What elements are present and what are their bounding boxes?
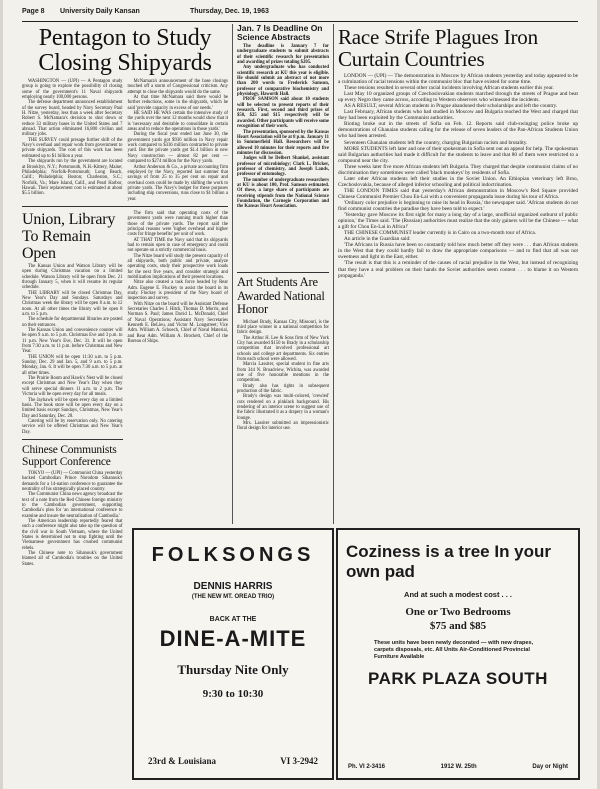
article-paragraph: With Nitze on the board will be Assistant Defense Secretaries Charles J. Hitch, Thomas D. Morris, and Norman S. Paul; James David L. McDonald, Chief of Naval Operations; Assistant Navy Secretaries Kenneth E. BeLieu, and Victor M. Longstreet; Vice Adm. William A. Schoech, Chief of Naval Material, and Rear Adm. William A. Brockett, Chief of the Bureau of Ships. — [127, 301, 228, 345]
race-body — [338, 73, 578, 279]
ad-venue: DINE-A-MITE — [159, 626, 307, 651]
article-paragraph: THE CHINESE COMMUNIST leader currently is in Cairo on a two-month tour of Africa. — [344, 230, 537, 237]
article-paragraph: THE LONDON TIMES said that yesterday's African demonstration in Moscow's Red Square provided Chinese Communist Premier Chou En-Lai with a convenient propaganda issue during his tour of Africa. — [338, 187, 578, 200]
art-headline: Art Students Are Awarded National Honor — [237, 276, 325, 316]
art-article — [237, 276, 329, 522]
article-paragraph: The Kansas Union and convenience counter will be open 9 a.m. to 5 p.m. Christmas Eve and 3 p.m. to 11 p.m. New Year's Eve, Dec. 31. It will be open from 7:30 a.m. to 11 p.m. before Christmas and New Year. — [22, 328, 123, 355]
article-paragraph: 'The Africans in Russia have been so constantly told how much better off they were . . . than African students in the West that they could hardly fail to draw the appropriate comparisons — and to find that all was not sweetness and light in the East, either. — [338, 242, 578, 261]
article-paragraph: The deadline is January 7 for undergraduate students to submit abstracts of their scientific research for presentation and awarding of prizes totaling $205. — [237, 44, 329, 66]
article-paragraph: The Chinese note to Sihanouk's government blamed all of Cambodia's troubles on the United States. — [22, 551, 123, 567]
article-paragraph: 'The result is that this is a reminder of the causes of racial prejudice in the West, but instead of recognizing that they have a real problem on their hands the Soviet authorities seem content . . . to blame it on Western propaganda.' — [338, 260, 578, 279]
article-paragraph: The defense department announced establishment of the survey board, headed by Navy Secretary Paul H. Nitze, yesterday, less than a week after Secretary Robert S. McNamara's decision to shut down or reduce 33 military bases in the United States and 7 abroad. That action eliminated 16,800 civilian and military jobs. — [22, 100, 123, 138]
article-paragraph: THE LIBRARY will be closed Christmas Day, New Year's Day and Sundays. Saturdays and Christmas week the library will be open 8 a.m. to 12 noon. At all other times the library will be open 8 a.m. to 5 p.m. — [22, 290, 123, 317]
article-paragraph: Marcia Lassiter, special student in fine arts from 344 N. Broadview, Wichita, was awarded one of five honorable mentions in the competition. — [237, 362, 329, 384]
article-paragraph: The number of undergraduate researchers at KU is about 100, Prof. Samson estimated. Of these, a large share of participants are receiving stipends from the National Science Foundation, the Carnegie Corporation and the Kansas Heart Association. — [237, 177, 329, 210]
article-paragraph: Arthur Anderson & Co., a private accounting firm employed by the Navy, reported last summer that savings of from 25 to 35 per cent on repair and overhaul costs could be made by shifting the work to private yards. The Navy's budget for these purposes including ship conversions, runs close to $1 billion a year. — [127, 164, 228, 202]
article-paragraph: Judges will be Delbert Shankel, assistant professor of microbiology; Clark L. Bricker, professor of chemistry, and Joseph Lands, professor of entomology. — [237, 156, 329, 178]
article-paragraph: During the fiscal year ended last June 30, the government yards got $936 million in Navy repair work compared to $336 million contracted to private yard. But the private yards got $1.4 billion in new Navy construction — almost 82 per cent — compared to $274 million for the Navy yards. — [127, 132, 228, 165]
ad-group: (THE NEW MT. OREAD TRIO) — [191, 594, 275, 600]
ad-night: Thursday Nite Only — [177, 662, 289, 677]
article-paragraph: Seventeen Ghanaian students left the country, charging Bulgarian racism and brutality. — [344, 139, 528, 146]
folksongs-ad — [132, 528, 334, 780]
article-paragraph: An article in the Guardian said: — [344, 236, 411, 243]
article-paragraph: These tensions resulted in several other racial incidents involving African students earlier this year. — [344, 85, 554, 92]
article-paragraph: WASHINGTON — (UPI) — A Pentagon study group is going to explore the possibility of closing some of the government's 11 Naval shipyards employing nearly 100,000 persons. — [22, 79, 123, 101]
pentagon-body-col2 — [128, 79, 229, 202]
deadline-body — [237, 44, 329, 210]
article-paragraph: McNamara's announcement of the base closings touched off a storm of Congressional criticism. Any attempt to close the shipyards would do the same. — [127, 79, 228, 95]
ad-time: 9:30 to 10:30 — [202, 688, 264, 700]
article-paragraph: The Nitze board will study the present capacity of all shipyards, both public and private, analyze operating costs, study their prospective work loads for the next five years, and consider strategic and mobilization implications of their present locations. — [127, 253, 228, 281]
art-body — [237, 320, 329, 432]
ad-title: FOLKSONGS — [151, 544, 315, 566]
article-paragraph: Later other African students left their studies in the Soviet Union. An Ethiopian veterinary left Brno, Czechoslovakia, because of alleged inferior schooling and political indoctrination. — [338, 175, 578, 188]
deadline-article — [237, 24, 329, 270]
article-paragraph: At that time McNamara said there would be further reductions, some in the shipyards, which he said 'provide capacity in excess of our needs.' — [127, 95, 228, 111]
column-divider — [333, 24, 334, 524]
article-paragraph: AS A RESULT, several African students in Prague abandoned their scholarships and left the country. — [344, 103, 558, 110]
article-paragraph: Any undergraduate who has conducted scientific research at KU this year is eligible. He should submit an abstract of not more than 200 words to Frederick Samson, professor of comparative biochemistry and physiology, Haworth Hall. — [237, 65, 329, 98]
scan-edge-left — [0, 0, 3, 789]
article-paragraph: The Jayhawk will be open every day on a limited basis. The book store will be open every day on a limited basis except Sundays, Christmas, New Year's Day and Saturday, Dec. 28. — [22, 397, 123, 419]
pentagon-body-continued — [128, 211, 229, 567]
chinese-article — [22, 444, 123, 567]
section-rule — [237, 272, 329, 273]
article-paragraph: The Kansas Union and Watson Library will be open during Christmas vacation on a limited schedule. Watson Library will be open from Dec. 21 through January 5, when it will resume its regular schedule. — [22, 263, 123, 291]
article-paragraph: 'Yesterday gave Moscow its first sight for many a long day of a large, unofficial organized outburst of public opinion,' the Times said. 'The (Russian) authorities must realize that the only gainers will be the Chinese — what a gift for Chou En-Lai in Africa!' — [338, 212, 578, 231]
article-paragraph: Brady also has rights in subsequent production of the fabric. — [237, 383, 329, 394]
article-paragraph: The shipyards run by the government are located at Brooklyn, N.Y.; Portsmouth, N.H.-Kittery, Maine; Philadelphia; Norfolk-Portsmouth; Long Beach, Calif.; Philadelphia; Boston; Charleston, S.C.; Norfolk, Va.; Mare Island, Calif., and Pearl Harbor, Hawaii. Their replacement cost is estimated at about $5.5 billion. — [22, 159, 123, 197]
deadline-headline: Jan. 7 Is Deadline On Science Abstracts — [237, 24, 323, 42]
library-body — [22, 264, 123, 435]
article-paragraph: Mrs. Lassiter submitted an impressionistic floral design for interior use. — [237, 421, 329, 432]
article-paragraph: Last February, African students who had studied in Moscow and Bulgaria reached the West and charged that they had been exploited by the Communist authorities. — [338, 109, 578, 122]
pentagon-article — [22, 26, 228, 202]
article-paragraph: Michael Brady, Kansas City, Missouri, is the third place winner in a national competition for fabric design. — [237, 319, 329, 336]
masthead — [22, 8, 578, 18]
ad-performer: DENNIS HARRIS — [193, 581, 273, 592]
article-paragraph: Last May 10 organized groups of Czechoslovakian students marched through the streets of Prague and beat up every Negro they came across, according to Western observers who witnessed the incidents. — [338, 91, 578, 104]
race-article — [338, 24, 578, 522]
ad-name: PARK PLAZA SOUTH — [368, 669, 548, 688]
race-headline: Race Strife Plagues Iron Curtain Countries — [338, 25, 538, 71]
article-paragraph: AT THAT TIME the Navy said that its shipyards had to remain open in case of emergency and could not operate on a strictly commercial basis. — [127, 237, 228, 254]
paper-name: University Daily Kansan — [60, 8, 140, 15]
article-paragraph: Brady's design was multi-colored, 'crewled' cuts rendered on a pinklack background. His rendering of an interior scene to suggest use of the fabric illustrated it as a drapery in a woman's lounge. — [237, 394, 329, 421]
ad-title: Coziness is a tree In your own pad — [346, 542, 552, 581]
pentagon-headline: Pentagon to Study Closing Shipyards — [38, 25, 212, 76]
article-paragraph: Three weeks later five more African students left Bulgaria. They charged that despite communist claims of no discrimination they sometimes were called 'black monkeys' by residents of Sofia. — [338, 163, 578, 176]
article-paragraph: The presentation, sponsored by the Kansas Heart Association will be at 8 p.m. January 11 in Summerfield Hall. Researchers will be allowed 10 minutes for their reports and five minutes for discussion. — [237, 129, 329, 156]
article-paragraph: Catering will be by reservation only. No catering service will be offered Christmas and New Year's Day. — [22, 418, 123, 435]
masthead-rule — [22, 21, 578, 22]
article-paragraph: MORE STUDENTS left later and one of their spokesman in Sofia sent out an appeal for help. The spokesman said Bulgarian authorities had made it difficult for the students to leave and that 80 of them were restricted to a compound near the city. — [338, 145, 578, 164]
library-article — [22, 211, 123, 567]
ad-address: 23rd & Louisiana — [148, 756, 217, 766]
article-paragraph: THE UNION will be open 11:30 a.m. to 5 p.m. Sunday, Dec. 29 and Jan. 5, and 9 a.m. to 5 p.m. Monday, Jan. 6. It will be open 7:30 a.m. to 5 p.m. at all other times. — [22, 354, 123, 376]
article-paragraph: TOKYO — (UPI) — Communist China yesterday backed Cambodian Prince Norodom Sihanouk's demands for a 14-nation conference to guarantee the neutrality of his strategically placed country. — [22, 470, 123, 492]
ad-hours: Day or Night — [532, 764, 568, 770]
ad-price-line: And at such a modest cost . . . — [404, 590, 512, 599]
article-paragraph: The Communist China news agency broadcast the text of a note from the Red Chinese foreign ministry to the Cambodian government, supporting Cambodia's plea for 'an international conference to examine and insure the neutralization of Cambodia.' — [22, 492, 123, 519]
ad-bedrooms: One or Two Bedrooms — [405, 606, 511, 618]
library-headline: Union, Library To Remain Open — [22, 210, 116, 262]
ad-prices: $75 and $85 — [429, 620, 487, 632]
page-number: Page 8 — [22, 8, 45, 15]
article-paragraph: Nitze also created a task force headed by Rear Adm. Eugene E. Fluckey to assist the board in its study. Fluckey is president of the Navy board of inspection and survey. — [127, 280, 228, 302]
section-rule — [22, 206, 228, 207]
article-paragraph: Rioting broke out in the streets of Sofia on Feb. 12. Reports said club-swinging police broke up demonstrations of Ghanaian students calling for the release of seven leaders of the Pan-African Students Union who had been arrested. — [338, 121, 578, 140]
article-paragraph: The Prairie Room and Hawk's Nest will be closed except Christmas and New Year's Day when they will serve special dinners 11 a.m. to 2 p.m. The Victoria will be open every day for all meals. — [22, 376, 123, 398]
article-paragraph: PROF SAMSON said about 10 students will be selected to present reports of their research. First, second and third prizes of $50, $25 and $15 respectively will be awarded. Other participants will receive some recognition of their work. — [237, 97, 329, 130]
article-paragraph: HE SAID HE WAS certain the intensive study of the yards over the next 12 months would show that it is 'necessary and desirable to consolidate in certain areas and to reduce the operations in those yards.' — [127, 111, 228, 133]
column-divider — [232, 24, 233, 524]
pentagon-body-col1 — [22, 79, 123, 202]
issue-date: Thursday, Dec. 19, 1963 — [190, 8, 269, 15]
article-paragraph: The schedule for departmental libraries are posted on their entrances. — [22, 317, 123, 328]
chinese-body — [22, 471, 123, 567]
section-rule — [22, 439, 123, 440]
park-plaza-ad — [336, 528, 580, 780]
ad-phone: VI 3-2942 — [280, 756, 318, 766]
article-paragraph: The firm said that operating costs of the government yards were running much higher than those of the private yards. The report said the principal reasons were 'higher overhead and higher costs for fringe benefits' per unit of work. — [127, 210, 228, 238]
article-paragraph: 'Ordinary color prejudice is beginning to raise its head in Russia,' the newspaper said. 'African students do not find communist countries the paradise they have been told to expect.' — [338, 199, 578, 213]
ad-features: These units have been newly decorated — with new drapes, carpets disposals, etc. All Units Air-Conditioned Provincial Furniture Available — [374, 640, 534, 660]
article-paragraph: THE SURVEY could presage further shift of the Navy's overhaul and repair work from government to private shipyards. The cost of this work has been estimated up to $1 billion a year. — [22, 137, 123, 159]
chinese-headline: Chinese Communists Support Conference — [22, 443, 117, 469]
article-paragraph: The American leadership reportedly feared that such a conference might also take up the question of the civil war in South Vietnam, where the United States is determined not to stop fighting until the Vietnamese government has crushed communist rebels. — [22, 519, 123, 551]
ad-address: 1912 W. 25th — [440, 764, 477, 770]
ad-back-at: BACK AT THE — [209, 616, 257, 623]
ad-phone: Ph. VI 2-3416 — [348, 764, 386, 770]
article-paragraph: LONDON — (UPI) — The demonstration in Moscow by African students yesterday and today appeared to be a culmination of racial tensions within the communist bloc that have existed for some time. — [338, 73, 578, 86]
article-paragraph: The Arthur H. Lee & Sons firm of New York City has awarded $150 to Brady in a scholarship competition that involved professional art schools and college art departments. Six entries from each school were allowed. — [237, 335, 329, 362]
